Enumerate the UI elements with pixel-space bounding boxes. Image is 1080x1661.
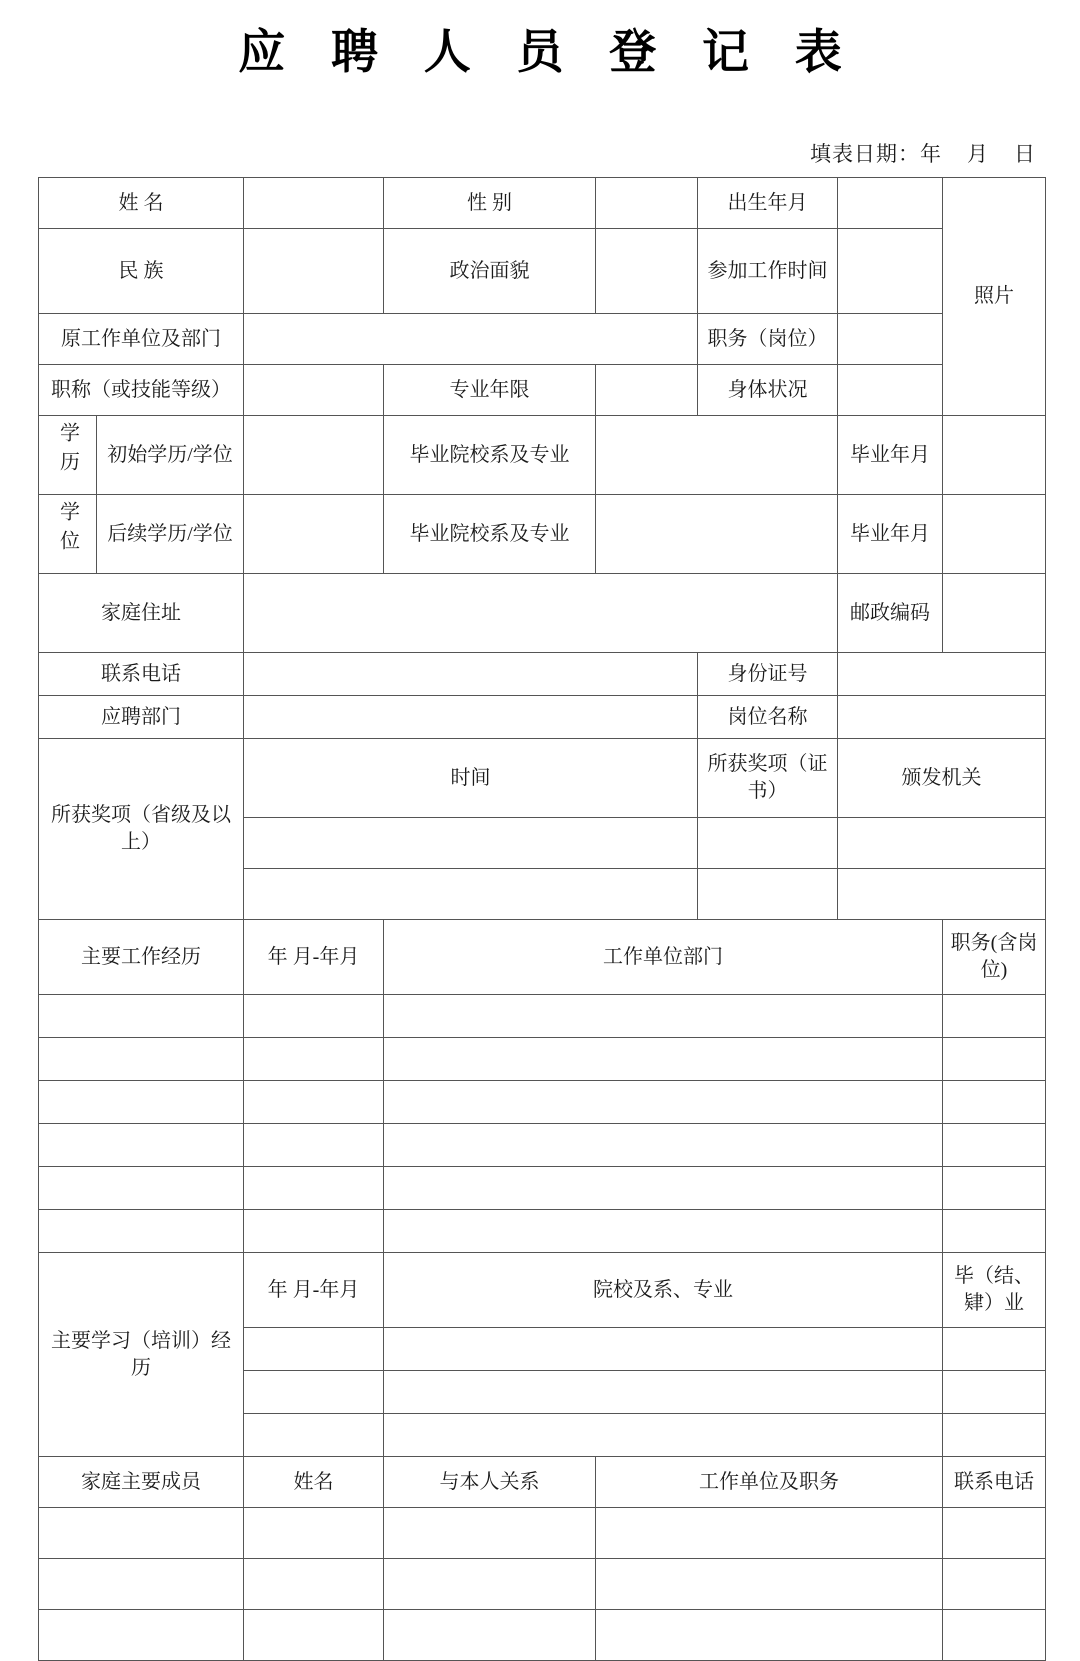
- table-row: [39, 229, 1046, 314]
- field-apply-department[interactable]: [244, 696, 698, 739]
- work-experience-cell-note[interactable]: [39, 995, 244, 1038]
- field-major-years[interactable]: [596, 365, 698, 416]
- label-awards-section: 所获奖项（省级及以上）: [39, 739, 244, 920]
- table-row: [39, 574, 1046, 653]
- field-name[interactable]: [244, 178, 384, 229]
- work-experience-cell-position[interactable]: [943, 995, 1046, 1038]
- table-row: [39, 495, 1046, 574]
- photo-placeholder[interactable]: 照片: [943, 178, 1046, 416]
- family-column-phone: 联系电话: [943, 1457, 1046, 1508]
- table-row: [39, 1559, 1046, 1610]
- study-experience-cell-school[interactable]: [384, 1328, 943, 1371]
- table-row: [39, 1253, 1046, 1328]
- work-experience-cell-unit[interactable]: [384, 1167, 943, 1210]
- label-apply-department: 应聘部门: [39, 696, 244, 739]
- table-row: [39, 365, 1046, 416]
- field-birth-date[interactable]: [838, 178, 943, 229]
- label-gender: 性 别: [384, 178, 596, 229]
- awards-cell-issuer[interactable]: [838, 869, 1046, 920]
- label-postcode: 邮政编码: [838, 574, 943, 653]
- family-cell-unit-position[interactable]: [596, 1559, 943, 1610]
- family-cell-name[interactable]: [244, 1559, 384, 1610]
- table-row: [39, 1081, 1046, 1124]
- table-row: [39, 653, 1046, 696]
- awards-cell-certificate[interactable]: [698, 818, 838, 869]
- work-experience-cell-position[interactable]: [943, 1210, 1046, 1253]
- family-cell-unit-position[interactable]: [596, 1610, 943, 1661]
- table-row: [39, 920, 1046, 995]
- label-education-vertical-1: [39, 416, 97, 495]
- label-political-status: 政治面貌: [384, 229, 596, 314]
- work-experience-cell-unit[interactable]: [384, 1081, 943, 1124]
- label-education-vertical-2: [39, 495, 97, 574]
- work-experience-cell-date[interactable]: [244, 995, 384, 1038]
- family-cell-name[interactable]: [244, 1610, 384, 1661]
- family-column-unit-position: 工作单位及职务: [596, 1457, 943, 1508]
- table-row: [39, 1457, 1046, 1508]
- work-experience-cell-date[interactable]: [244, 1038, 384, 1081]
- field-position[interactable]: [838, 314, 943, 365]
- label-major-years: 专业年限: [384, 365, 596, 416]
- work-experience-cell-position[interactable]: [943, 1124, 1046, 1167]
- work-experience-cell-date[interactable]: [244, 1210, 384, 1253]
- registration-form-table: [38, 177, 1046, 1661]
- work-experience-cell-position[interactable]: [943, 1167, 1046, 1210]
- label-family-members-section: 家庭主要成员: [39, 1457, 244, 1508]
- family-cell-phone[interactable]: [943, 1610, 1046, 1661]
- label-former-work-unit: 原工作单位及部门: [39, 314, 244, 365]
- awards-cell-time[interactable]: [244, 869, 698, 920]
- family-cell-note[interactable]: [39, 1559, 244, 1610]
- work-experience-column-unit: 工作单位部门: [384, 920, 943, 995]
- table-row: [39, 314, 1046, 365]
- label-ethnicity: 民 族: [39, 229, 244, 314]
- fill-date-line: 填表日期：年 月 日: [810, 142, 1036, 166]
- study-experience-cell-status[interactable]: [943, 1328, 1046, 1371]
- table-row: [39, 1610, 1046, 1661]
- family-cell-relation[interactable]: [384, 1559, 596, 1610]
- family-column-relation: 与本人关系: [384, 1457, 596, 1508]
- label-later-degree: 后续学历/学位: [97, 495, 244, 574]
- work-experience-cell-note[interactable]: [39, 1124, 244, 1167]
- family-cell-note[interactable]: [39, 1610, 244, 1661]
- table-row: [39, 1167, 1046, 1210]
- label-study-experience-section: 主要学习（培训）经历: [39, 1253, 244, 1457]
- label-apply-position-name: 岗位名称: [698, 696, 838, 739]
- field-graduation-date-2[interactable]: [943, 495, 1046, 574]
- awards-cell-certificate[interactable]: [698, 869, 838, 920]
- work-experience-column-position: 职务(含岗位): [943, 920, 1046, 995]
- label-position: 职务（岗位）: [698, 314, 838, 365]
- label-birth-date: 出生年月: [698, 178, 838, 229]
- label-id-number: 身份证号: [698, 653, 838, 696]
- field-initial-degree[interactable]: [244, 416, 384, 495]
- field-graduated-school-1[interactable]: [596, 416, 838, 495]
- family-cell-unit-position[interactable]: [596, 1508, 943, 1559]
- label-health-status: 身体状况: [698, 365, 838, 416]
- field-health-status[interactable]: [838, 365, 943, 416]
- field-postcode[interactable]: [943, 574, 1046, 653]
- table-row: [39, 1508, 1046, 1559]
- work-experience-cell-note[interactable]: [39, 1081, 244, 1124]
- field-political-status[interactable]: [596, 229, 698, 314]
- work-experience-cell-position[interactable]: [943, 1081, 1046, 1124]
- label-graduated-school-2: 毕业院校系及专业: [384, 495, 596, 574]
- education-vertical-text-2: 学位: [56, 501, 79, 559]
- label-graduation-date-1: 毕业年月: [838, 416, 943, 495]
- study-experience-cell-date[interactable]: [244, 1414, 384, 1457]
- family-cell-relation[interactable]: [384, 1508, 596, 1559]
- table-row: [39, 178, 1046, 229]
- table-row: [39, 995, 1046, 1038]
- label-title-rank: 职称（或技能等级）: [39, 365, 244, 416]
- work-experience-cell-unit[interactable]: [384, 1038, 943, 1081]
- table-row: [39, 696, 1046, 739]
- work-experience-cell-date[interactable]: [244, 1081, 384, 1124]
- table-row: [39, 1038, 1046, 1081]
- family-cell-relation[interactable]: [384, 1610, 596, 1661]
- study-experience-column-status: 毕（结、肄）业: [943, 1253, 1046, 1328]
- field-id-number[interactable]: [838, 653, 1046, 696]
- family-column-name: 姓名: [244, 1457, 384, 1508]
- work-experience-cell-note[interactable]: [39, 1210, 244, 1253]
- table-row: [39, 739, 1046, 818]
- field-phone[interactable]: [244, 653, 698, 696]
- field-apply-position-name[interactable]: [838, 696, 1046, 739]
- awards-column-time: 时间: [244, 739, 698, 818]
- label-initial-degree: 初始学历/学位: [97, 416, 244, 495]
- label-name: 姓 名: [39, 178, 244, 229]
- family-cell-phone[interactable]: [943, 1559, 1046, 1610]
- study-experience-cell-status[interactable]: [943, 1371, 1046, 1414]
- work-experience-cell-unit[interactable]: [384, 1210, 943, 1253]
- study-experience-cell-status[interactable]: [943, 1414, 1046, 1457]
- table-row: [39, 416, 1046, 495]
- study-experience-cell-school[interactable]: [384, 1414, 943, 1457]
- page-title: 应 聘 人 员 登 记 表: [238, 27, 859, 79]
- label-work-experience-section: 主要工作经历: [39, 920, 244, 995]
- awards-cell-issuer[interactable]: [838, 818, 1046, 869]
- field-later-degree[interactable]: [244, 495, 384, 574]
- field-ethnicity[interactable]: [244, 229, 384, 314]
- registration-form-table-wrapper: [0, 177, 1080, 1661]
- family-cell-phone[interactable]: [943, 1508, 1046, 1559]
- study-experience-column-school: 院校及系、专业: [384, 1253, 943, 1328]
- study-experience-column-date: 年 月-年月: [244, 1253, 384, 1328]
- awards-column-issuer: 颁发机关: [838, 739, 1046, 818]
- study-experience-cell-date[interactable]: [244, 1328, 384, 1371]
- field-title-rank[interactable]: [244, 365, 384, 416]
- label-phone: 联系电话: [39, 653, 244, 696]
- label-graduation-date-2: 毕业年月: [838, 495, 943, 574]
- work-experience-cell-note[interactable]: [39, 1167, 244, 1210]
- work-experience-cell-unit[interactable]: [384, 995, 943, 1038]
- awards-column-certificate: 所获奖项（证书）: [698, 739, 838, 818]
- field-work-start-time[interactable]: [838, 229, 943, 314]
- work-experience-cell-position[interactable]: [943, 1038, 1046, 1081]
- work-experience-cell-unit[interactable]: [384, 1124, 943, 1167]
- work-experience-cell-note[interactable]: [39, 1038, 244, 1081]
- work-experience-cell-date[interactable]: [244, 1167, 384, 1210]
- education-vertical-text-1: 学历: [56, 422, 79, 480]
- field-graduated-school-2[interactable]: [596, 495, 838, 574]
- family-cell-name[interactable]: [244, 1508, 384, 1559]
- work-experience-cell-date[interactable]: [244, 1124, 384, 1167]
- field-former-work-unit[interactable]: [244, 314, 698, 365]
- field-home-address[interactable]: [244, 574, 838, 653]
- family-cell-note[interactable]: [39, 1508, 244, 1559]
- table-row: [39, 1210, 1046, 1253]
- study-experience-cell-school[interactable]: [384, 1371, 943, 1414]
- label-graduated-school-1: 毕业院校系及专业: [384, 416, 596, 495]
- table-row: [39, 1124, 1046, 1167]
- form-page: [0, 18, 1080, 1544]
- work-experience-column-date: 年 月-年月: [244, 920, 384, 995]
- study-experience-cell-date[interactable]: [244, 1371, 384, 1414]
- field-gender[interactable]: [596, 178, 698, 229]
- awards-cell-time[interactable]: [244, 818, 698, 869]
- label-home-address: 家庭住址: [39, 574, 244, 653]
- field-graduation-date-1[interactable]: [943, 416, 1046, 495]
- label-work-start-time: 参加工作时间: [698, 229, 838, 314]
